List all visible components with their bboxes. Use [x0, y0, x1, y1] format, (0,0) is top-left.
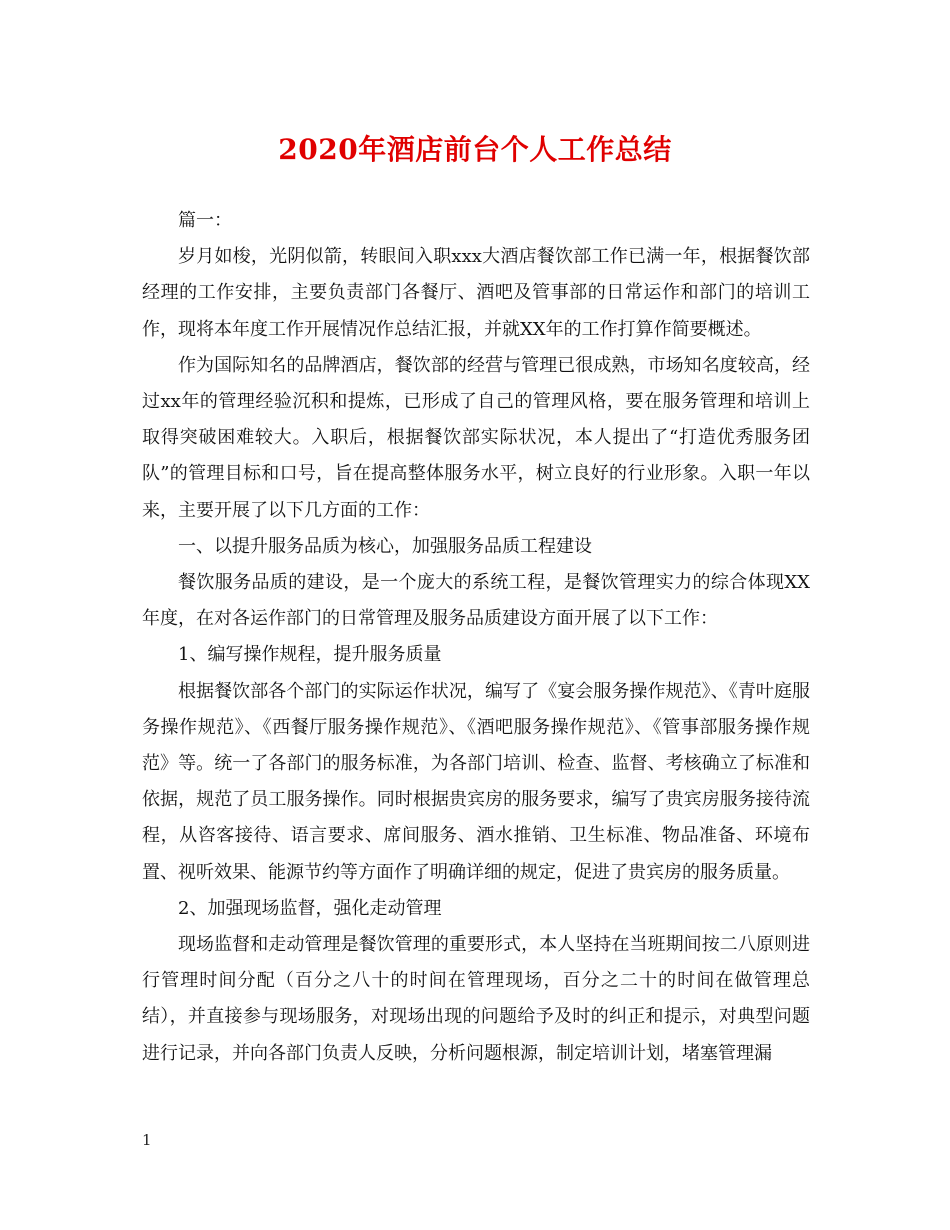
paragraph: 现场监督和走动管理是餐饮管理的重要形式，本人坚持在当班期间按二八原则进行管理时间分配（百分之八十的时间在管理现场，百分之二十的时间在做管理总结），并直接参与现场服务，对现场出现的问题给予及时的纠正和提示，对典型问题进行记录，并向各部门负责人反映，分析问题根源，制定培训计划，堵塞管理漏 [142, 934, 810, 1064]
subsection-heading: 2、加强现场监督，强化走动管理 [178, 897, 442, 919]
document-body [142, 203, 810, 1072]
page-number: 1 [142, 1131, 152, 1149]
paragraph-section-label: 篇一： [178, 210, 232, 231]
paragraph: 根据餐饮部各个部门的实际运作状况，编写了《宴会服务操作规范》、《青叶庭服务操作规范》、《西餐厅服务操作规范》、《酒吧服务操作规范》、《管事部服务操作规范》等。统一了各部门的服务标准，为各部门培训、检查、监督、考核确立了标准和依据，规范了员工服务操作。同时根据贵宾房的服务要求，编写了贵宾房服务接待流程，从咨客接待、语言要求、席间服务、酒水推销、卫生标准、物品准备、环境布置、视听效果、能源节约等方面作了明确详细的规定，促进了贵宾房的服务质量。 [142, 680, 810, 883]
paragraph: 作为国际知名的品牌酒店，餐饮部的经营与管理已很成熟，市场知名度较高，经过xx年的管理经验沉积和提炼，已形成了自己的管理风格，要在服务管理和培训上取得突破困难较大。入职后，根据餐饮部实际状况，本人提出了“打造优秀服务团队”的管理目标和口号，旨在提高整体服务水平，树立良好的行业形象。入职一年以来，主要开展了以下几方面的工作： [142, 354, 810, 521]
section-heading: 一、以提升服务品质为核心，加强服务品质工程建设 [178, 535, 592, 557]
subsection-heading: 1、编写操作规程，提升服务质量 [178, 644, 442, 666]
paragraph: 岁月如梭，光阴似箭，转眼间入职xxx大酒店餐饮部工作已满一年，根据餐饮部经理的工作安排，主要负责部门各餐厅、酒吧及管事部的日常运作和部门的培训工作，现将本年度工作开展情况作总结汇报，并就XX年的工作打算作简要概述。 [142, 246, 810, 340]
paragraph: 餐饮服务品质的建设，是一个庞大的系统工程，是餐饮管理实力的综合体现XX年度，在对各运作部门的日常管理及服务品质建设方面开展了以下工作： [142, 572, 810, 630]
page-title: 2020年酒店前台个人工作总结 [278, 133, 672, 166]
